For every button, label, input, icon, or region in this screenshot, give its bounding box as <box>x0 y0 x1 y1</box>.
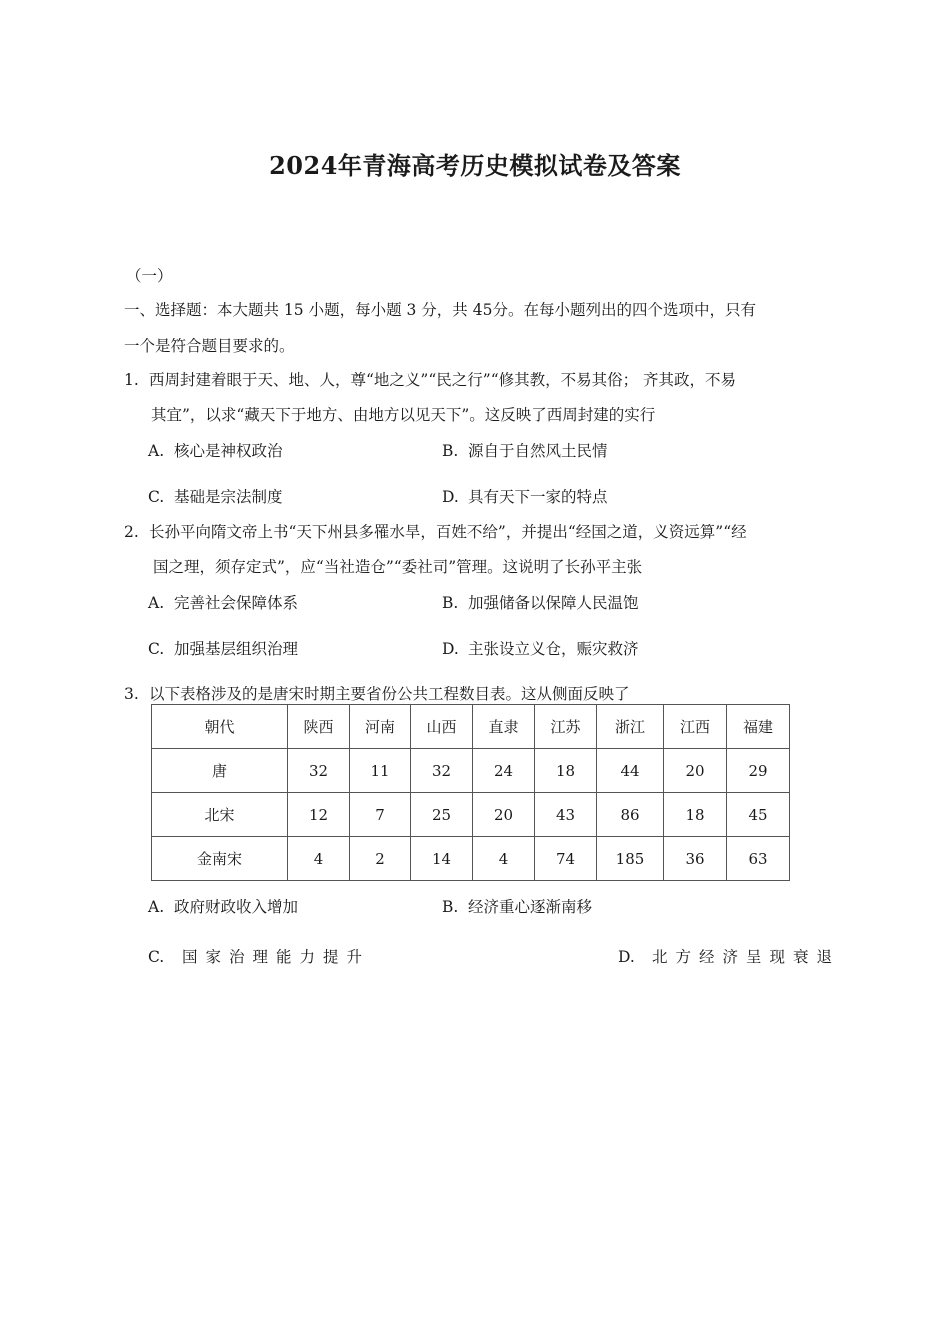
table-header-cell: 朝代 <box>152 705 288 749</box>
table-header-row <box>152 705 790 749</box>
table-cell: 74 <box>535 837 597 881</box>
table-cell: 32 <box>411 749 473 793</box>
option-label: D. <box>442 488 459 506</box>
question-3-option-d <box>618 947 840 967</box>
table-cell: 金南宋 <box>152 837 288 881</box>
table-cell: 12 <box>288 793 350 837</box>
option-label: C. <box>148 488 165 506</box>
option-text: 基础是宗法制度 <box>174 488 283 506</box>
question-1-option-b <box>442 441 608 461</box>
question-2-option-a <box>148 593 298 613</box>
question-1-number: 1. <box>124 371 139 389</box>
table-cell: 86 <box>597 793 664 837</box>
table-cell: 29 <box>727 749 790 793</box>
option-text: 经济重心逐渐南移 <box>468 898 593 916</box>
table-row <box>152 793 790 837</box>
option-text: 加强储备以保障人民温饱 <box>468 594 639 612</box>
table-cell: 18 <box>535 749 597 793</box>
table-header-cell: 浙江 <box>597 705 664 749</box>
question-3-option-c <box>148 947 370 967</box>
document-title: 2024年青海高考历史模拟试卷及答案 <box>269 151 681 180</box>
question-1-option-d <box>442 487 608 507</box>
question-1-stem-line-1: 西周封建着眼于天、地、人，尊“地之义”“民之行”“修其教，不易其俗； 齐其政，不易 <box>149 371 737 389</box>
question-1-option-c <box>148 487 283 507</box>
table-header-cell: 江苏 <box>535 705 597 749</box>
question-2-option-c <box>148 639 298 659</box>
table-cell: 14 <box>411 837 473 881</box>
option-label: C. <box>148 948 165 966</box>
table-cell: 4 <box>473 837 535 881</box>
table-cell: 7 <box>350 793 411 837</box>
table-cell: 45 <box>727 793 790 837</box>
table-cell: 20 <box>664 749 727 793</box>
option-label: A. <box>148 594 165 612</box>
option-text: 北方经济呈现衰退 <box>652 948 841 966</box>
option-label: D. <box>442 640 459 658</box>
table-header-cell: 江西 <box>664 705 727 749</box>
option-label: B. <box>442 442 459 460</box>
table-cell: 北宋 <box>152 793 288 837</box>
question-3-option-b <box>442 897 592 917</box>
table-cell: 63 <box>727 837 790 881</box>
table-cell: 32 <box>288 749 350 793</box>
option-label: D. <box>618 948 635 966</box>
option-label: C. <box>148 640 165 658</box>
question-2-stem-line-1: 长孙平向隋文帝上书“天下州县多罹水旱，百姓不给”，并提出“经国之道，义资远算”“经 <box>149 523 747 541</box>
table-row <box>152 837 790 881</box>
option-text: 具有天下一家的特点 <box>468 488 608 506</box>
option-label: B. <box>442 594 459 612</box>
table-cell: 36 <box>664 837 727 881</box>
question-3-stem-line-1: 以下表格涉及的是唐宋时期主要省份公共工程数目表。这从侧面反映了 <box>149 685 630 703</box>
table-header-cell: 陕西 <box>288 705 350 749</box>
table-cell: 185 <box>597 837 664 881</box>
question-2-option-b <box>442 593 639 613</box>
question-2-number: 2. <box>124 523 139 541</box>
table-header-cell: 福建 <box>727 705 790 749</box>
table-cell: 唐 <box>152 749 288 793</box>
option-text: 政府财政收入增加 <box>174 898 299 916</box>
option-text: 核心是神权政治 <box>174 442 283 460</box>
table-cell: 25 <box>411 793 473 837</box>
question-1-stem-line-2: 其宜”，以求“藏天下于地方、由地方以见天下”。这反映了西周封建的实行 <box>151 406 656 424</box>
section-intro-line-2: 一个是符合题目要求的。 <box>124 337 295 355</box>
table-header-cell: 山西 <box>411 705 473 749</box>
table-header-cell: 河南 <box>350 705 411 749</box>
option-label: A. <box>148 442 165 460</box>
question-3-option-a <box>148 897 298 917</box>
question-1-option-a <box>148 441 283 461</box>
option-text: 加强基层组织治理 <box>174 640 299 658</box>
table-row <box>152 749 790 793</box>
option-text: 国家治理能力提升 <box>182 948 371 966</box>
table-cell: 2 <box>350 837 411 881</box>
table-cell: 11 <box>350 749 411 793</box>
table-cell: 44 <box>597 749 664 793</box>
option-label: B. <box>442 898 459 916</box>
question-2-option-d <box>442 639 639 659</box>
option-text: 主张设立义仓，赈灾救济 <box>468 640 639 658</box>
question-2-stem-line-2: 国之理，须存定式”，应“当社造仓”“委社司”管理。这说明了长孙平主张 <box>153 558 643 576</box>
option-text: 完善社会保障体系 <box>174 594 299 612</box>
section-intro-line-1: 一、选择题：本大题共 15 小题，每小题 3 分，共 45分。在每小题列出的四个选项中，只有 <box>124 301 756 319</box>
table-cell: 4 <box>288 837 350 881</box>
question-3-number: 3. <box>124 685 139 703</box>
table-header-cell: 直隶 <box>473 705 535 749</box>
part-label: （一） <box>126 267 173 285</box>
public-works-table <box>151 704 790 881</box>
table-cell: 43 <box>535 793 597 837</box>
table-cell: 24 <box>473 749 535 793</box>
option-text: 源自于自然风土民情 <box>468 442 608 460</box>
table-cell: 20 <box>473 793 535 837</box>
table-cell: 18 <box>664 793 727 837</box>
option-label: A. <box>148 898 165 916</box>
